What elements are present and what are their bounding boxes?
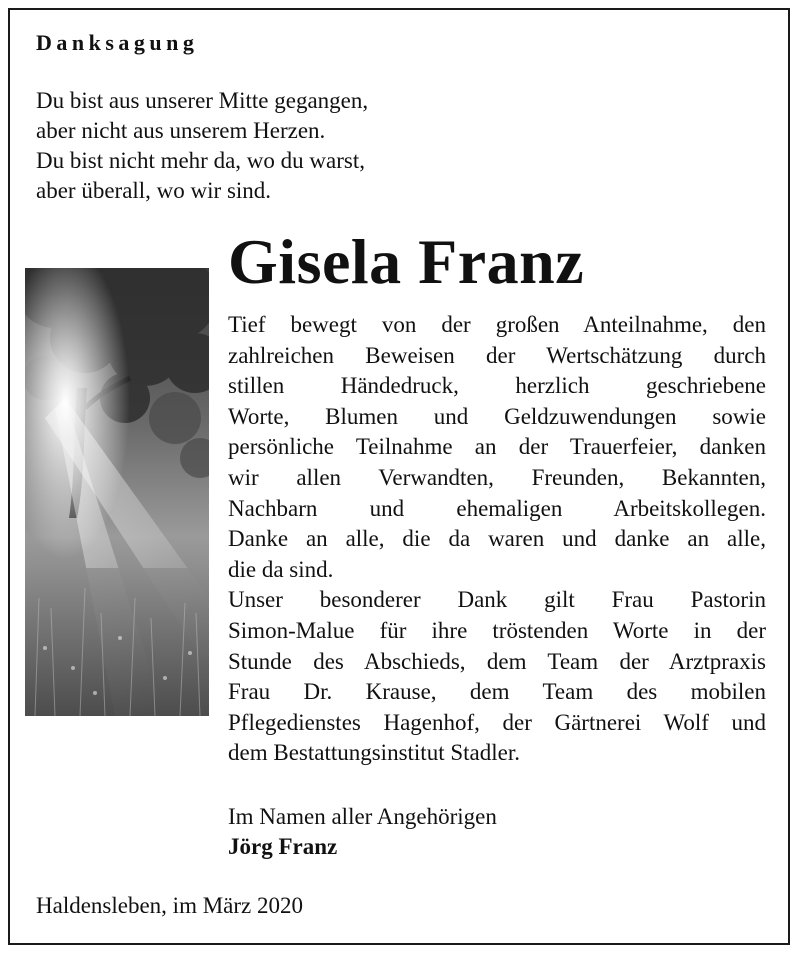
signature-block (228, 802, 497, 862)
poem (36, 86, 368, 206)
text-line: Stunde des Abschieds, dem Team der Arztpraxis (228, 648, 766, 674)
text-line: Frau Dr. Krause, dem Team des mobilen (228, 679, 766, 705)
text-line: wir allen Verwandten, Freunden, Bekannten, (228, 464, 766, 490)
text-line: Worte, Blumen und Geldzuwendungen sowie (228, 403, 766, 429)
text-line: Pflegedienstes Hagenhof, der Gärtnerei Wolf und (228, 709, 766, 735)
deceased-name: Gisela Franz (228, 226, 585, 297)
signer-name: Jörg Franz (228, 834, 338, 859)
text-line: stillen Händedruck, herzlich geschriebene (228, 373, 766, 399)
text-line: persönliche Teilnahme an der Trauerfeier, danken (228, 434, 766, 460)
poem-line: aber überall, wo wir sind. (36, 178, 272, 203)
signature-intro: Im Namen aller Angehörigen (228, 804, 497, 829)
text-line: die da sind. (228, 556, 334, 582)
text-line: Danke an alle, die da waren und danke an alle, (228, 526, 766, 552)
poem-line: Du bist nicht mehr da, wo du warst, (36, 148, 365, 173)
text-line: zahlreichen Beweisen der Wertschätzung durch (228, 342, 766, 368)
text-line: dem Bestattungsinstitut Stadler. (228, 740, 520, 766)
tree-sunlight-photo (25, 268, 209, 716)
thanks-text (228, 310, 766, 769)
text-line: Unser besonderer Dank gilt Frau Pastorin (228, 587, 766, 613)
poem-line: Du bist aus unserer Mitte gegangen, (36, 88, 369, 113)
place-date: Haldensleben, im März 2020 (36, 893, 303, 918)
text-line: Simon-Malue für ihre tröstenden Worte in der (228, 617, 766, 643)
text-line: Tief bewegt von der großen Anteilnahme, den (228, 312, 766, 337)
poem-line: aber nicht aus unserem Herzen. (36, 118, 326, 143)
notice-heading: Danksagung (36, 30, 199, 55)
text-line: Nachbarn und ehemaligen Arbeitskollegen. (228, 495, 766, 521)
